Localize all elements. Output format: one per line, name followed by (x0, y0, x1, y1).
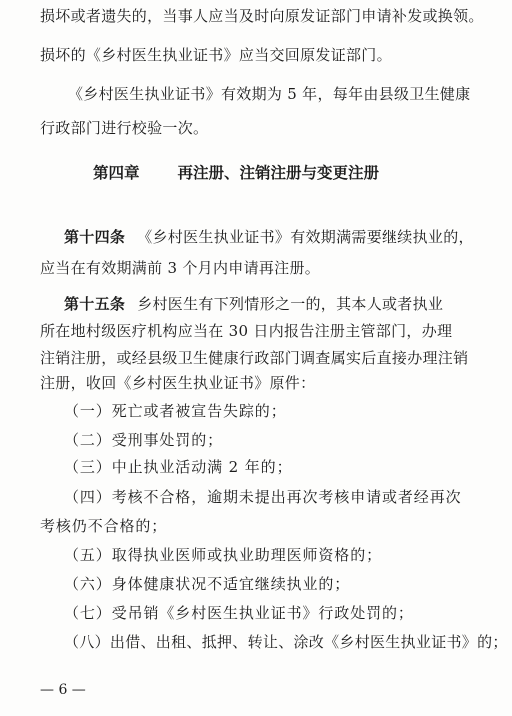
chapter-title: 再注册、注销注册与变更注册 (177, 163, 380, 182)
paragraph-line: 所在地村级医疗机构应当在 30 日内报告注册主管部门，办理 (40, 322, 453, 340)
paragraph-line: 《乡村医生执业证书》有效期为 5 年，每年由县级卫生健康 (68, 85, 471, 103)
article-number: 第十四条 (64, 228, 126, 246)
paragraph-line: 注销注册，或经县级卫生健康行政部门调查属实后直接办理注销 (40, 349, 469, 367)
list-item-continuation: 考核仍不合格的； (40, 517, 168, 535)
paragraph-line: 应当在有效期满前 3 个月内申请再注册。 (40, 259, 321, 277)
paragraph-line: 注册，收回《乡村医生执业证书》原件： (40, 374, 316, 392)
list-item: （一）死亡或者被宣告失踪的； (64, 402, 287, 420)
list-item: （五）取得执业医师或执业助理医师资格的； (64, 546, 383, 564)
list-item: （七）受吊销《乡村医生执业证书》行政处罚的； (64, 604, 414, 622)
list-item: （八）出借、出租、抵押、转让、涂改《乡村医生执业证书》的； (64, 633, 508, 651)
chapter-heading (93, 161, 379, 183)
article-15-line: 第十五条 乡村医生有下列情形之一的，其本人或者执业 (64, 295, 444, 313)
list-item: （二）受刑事处罚的； (64, 431, 224, 449)
paragraph-line: 损坏或者遗失的，当事人应当及时向原发证部门申请补发或换领。 (40, 7, 484, 25)
page-number: — 6 — (40, 682, 86, 698)
paragraph-line: 损坏的《乡村医生执业证书》应当交回原发证部门。 (40, 46, 392, 64)
paragraph-line: 行政部门进行校验一次。 (40, 119, 209, 137)
chapter-number: 第四章 (93, 163, 140, 182)
article-14-line: 第十四条 《乡村医生执业证书》有效期满需要继续执业的， (64, 228, 474, 246)
article-number: 第十五条 (64, 295, 126, 313)
list-item: （四）考核不合格，逾期未提出再次考核申请或者经再次 (64, 488, 462, 506)
list-item: （六）身体健康状况不适宜继续执业的； (64, 575, 351, 593)
list-item: （三）中止执业活动满 2 年的； (64, 458, 293, 476)
